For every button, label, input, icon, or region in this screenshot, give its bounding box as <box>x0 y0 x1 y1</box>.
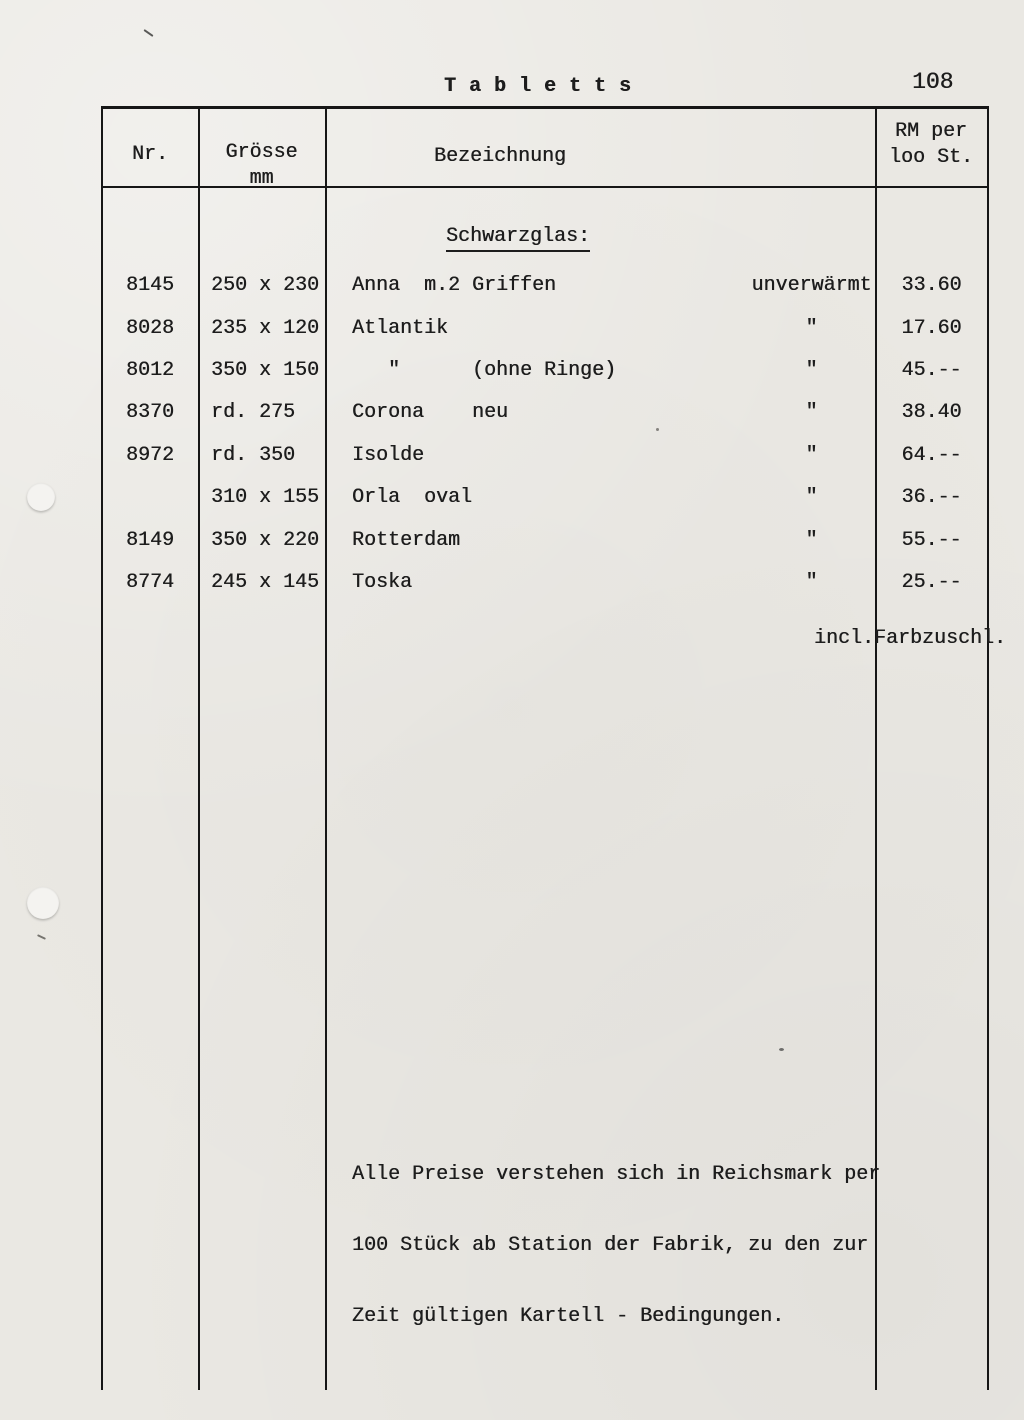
table-row <box>102 401 988 424</box>
cell-price: 64.-- <box>901 444 962 467</box>
product-name: Toska <box>352 571 413 594</box>
cell-nr: 8370 <box>125 401 174 424</box>
paper-speck <box>656 428 659 431</box>
footer-note-line: Zeit gültigen Kartell - Bedingungen. <box>352 1305 785 1328</box>
paper-speck <box>37 934 46 940</box>
cell-nr <box>102 486 198 509</box>
condition-mark: " <box>805 571 818 594</box>
condition-mark: " <box>805 486 818 509</box>
cell-name <box>326 317 875 340</box>
cell-nr: 8012 <box>125 359 174 382</box>
cell-price: 55.-- <box>901 529 962 552</box>
cell-name <box>326 444 875 467</box>
paper-speck <box>779 1048 784 1051</box>
table-row <box>102 359 988 382</box>
cell-size: 235 x 120 <box>211 317 320 340</box>
hole-punch-top <box>27 483 55 511</box>
condition-mark: unverwärmt <box>751 274 872 297</box>
cell-name <box>326 274 875 297</box>
cell-name <box>326 401 875 424</box>
cell-price: 17.60 <box>901 317 962 340</box>
cell-nr: 8972 <box>125 444 174 467</box>
condition-mark: " <box>805 359 818 382</box>
column-header-name: Bezeichnung <box>434 145 567 168</box>
section-heading: Schwarzglas: <box>446 226 590 252</box>
footer-note-line: 100 Stück ab Station der Fabrik, zu den zur <box>352 1234 869 1257</box>
product-name: Anna m.2 Griffen <box>352 274 557 297</box>
table-row <box>102 317 988 340</box>
product-name: " (ohne Ringe) <box>352 359 617 382</box>
cell-name <box>326 486 875 509</box>
table-right-border <box>987 106 989 1390</box>
page-title: T a b l e t t s <box>444 75 632 98</box>
cell-size: 250 x 230 <box>211 274 320 297</box>
product-name: Atlantik <box>352 317 449 340</box>
page-number: 108 <box>912 69 954 95</box>
condition-mark: " <box>805 444 818 467</box>
table-row <box>102 486 988 509</box>
column-divider-nr-size <box>198 106 200 1390</box>
cell-size: 245 x 145 <box>211 571 320 594</box>
cell-size: rd. 275 <box>211 401 296 424</box>
cell-size: 350 x 150 <box>211 359 320 382</box>
product-name: Corona neu <box>352 401 509 424</box>
cell-nr: 8149 <box>125 529 174 552</box>
cell-size: 310 x 155 <box>211 486 320 509</box>
condition-mark: " <box>805 529 818 552</box>
column-header-size: Grösse <box>225 141 298 164</box>
cell-size: 350 x 220 <box>211 529 320 552</box>
cell-price: 25.-- <box>901 571 962 594</box>
product-name: Orla oval <box>352 486 473 509</box>
cell-price: 45.-- <box>901 359 962 382</box>
cell-nr: 8028 <box>125 317 174 340</box>
footer-note <box>352 1117 880 1374</box>
cell-name <box>326 359 875 382</box>
table-top-border <box>101 106 989 109</box>
condition-mark: " <box>805 317 818 340</box>
column-header-nr: Nr. <box>131 143 168 166</box>
condition-mark: " <box>805 401 818 424</box>
footer-note-line: Alle Preise verstehen sich in Reichsmark per <box>352 1163 881 1186</box>
cell-name <box>326 529 875 552</box>
table-row <box>102 444 988 467</box>
cell-price: 33.60 <box>901 274 962 297</box>
cell-size: rd. 350 <box>211 444 296 467</box>
table-row <box>102 274 988 297</box>
cell-price: 38.40 <box>901 401 962 424</box>
hole-punch-bottom <box>27 887 59 919</box>
column-header-price-line1: RM per <box>894 120 967 143</box>
surcharge-note: incl.Farbzuschl. <box>814 627 1007 650</box>
column-divider-size-name <box>325 106 327 1390</box>
cell-nr: 8145 <box>125 274 174 297</box>
table-left-border <box>101 106 103 1390</box>
paper-speck <box>143 29 153 37</box>
column-header-size-unit: mm <box>249 167 274 190</box>
product-name: Isolde <box>352 444 425 467</box>
cell-nr: 8774 <box>125 571 174 594</box>
column-header-price-line2: loo St. <box>888 146 973 169</box>
cell-price: 36.-- <box>901 486 962 509</box>
table-row <box>102 529 988 552</box>
table-row <box>102 571 988 594</box>
product-name: Rotterdam <box>352 529 461 552</box>
cell-name <box>326 571 875 594</box>
